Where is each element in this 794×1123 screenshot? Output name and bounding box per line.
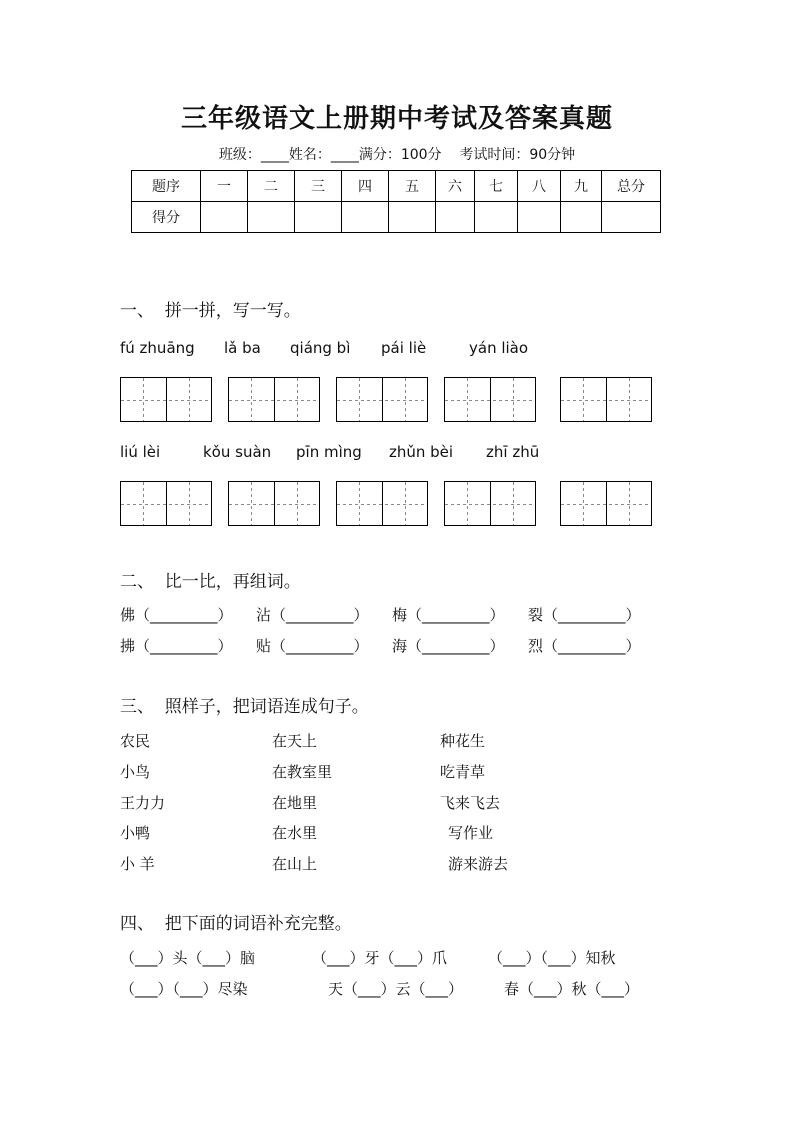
compare-item[interactable]: 佛（_________）	[120, 606, 233, 624]
header-cell: 总分	[602, 171, 661, 202]
subject-word[interactable]: 王力力	[120, 794, 166, 812]
subject-word[interactable]: 小鸟	[120, 763, 151, 781]
writing-grid[interactable]	[560, 481, 652, 526]
pinyin-label: kǒu suàn	[203, 443, 272, 461]
subject-word[interactable]: 小 羊	[120, 855, 155, 873]
idiom-item[interactable]: （___）头（___）脑	[120, 949, 256, 967]
subject-word[interactable]: 小鸭	[120, 824, 151, 842]
action-word[interactable]: 种花生	[440, 732, 486, 750]
header-cell: 四	[342, 171, 389, 202]
header-cell: 五	[389, 171, 436, 202]
compare-item[interactable]: 烈（_________）	[528, 637, 641, 655]
score-cell[interactable]	[518, 202, 561, 233]
pinyin-label: zhǔn bèi	[389, 443, 454, 461]
place-word[interactable]: 在地里	[272, 794, 318, 812]
action-word[interactable]: 游来游去	[448, 855, 509, 873]
compare-item[interactable]: 海（_________）	[392, 637, 505, 655]
score-cell[interactable]	[389, 202, 436, 233]
writing-grid[interactable]	[444, 481, 536, 526]
header-cell: 二	[248, 171, 295, 202]
place-word[interactable]: 在山上	[272, 855, 318, 873]
header-cell: 三	[295, 171, 342, 202]
score-cell[interactable]	[602, 202, 661, 233]
header-cell: 题序	[132, 171, 201, 202]
header-cell: 八	[518, 171, 561, 202]
action-word[interactable]: 写作业	[448, 824, 494, 842]
idiom-item[interactable]: （___）（___）尽染	[120, 980, 248, 998]
pinyin-label: liú lèi	[120, 443, 161, 461]
header-cell: 六	[436, 171, 475, 202]
exam-info: 班级：____姓名：____满分：100分 考试时间：90分钟	[218, 147, 576, 163]
score-table	[131, 170, 661, 233]
section3-title: 三、 照样子，把词语连成句子。	[120, 697, 369, 717]
pinyin-label: fú zhuāng	[120, 339, 195, 357]
pinyin-label: lǎ ba	[224, 339, 261, 357]
action-word[interactable]: 吃青草	[440, 763, 486, 781]
pinyin-label: yán liào	[469, 339, 529, 357]
score-cell[interactable]	[342, 202, 389, 233]
header-cell: 九	[561, 171, 602, 202]
idiom-item[interactable]: 春（___）秋（___）	[504, 980, 640, 998]
score-table-score-row	[132, 202, 661, 233]
score-cell[interactable]	[248, 202, 295, 233]
place-word[interactable]: 在水里	[272, 824, 318, 842]
compare-item[interactable]: 拂（_________）	[120, 637, 233, 655]
subject-word[interactable]: 农民	[120, 732, 151, 750]
header-cell: 七	[475, 171, 518, 202]
writing-grid[interactable]	[336, 377, 428, 422]
place-word[interactable]: 在教室里	[272, 763, 333, 781]
score-cell[interactable]	[295, 202, 342, 233]
section1-title: 一、 拼一拼，写一写。	[120, 301, 301, 321]
idiom-item[interactable]: （___）（___）知秋	[488, 949, 616, 967]
page-title: 三年级语文上册期中考试及答案真题	[180, 104, 613, 134]
compare-item[interactable]: 裂（_________）	[528, 606, 641, 624]
idiom-item[interactable]: （___）牙（___）爪	[312, 949, 448, 967]
score-cell[interactable]	[475, 202, 518, 233]
compare-item[interactable]: 梅（_________）	[392, 606, 505, 624]
writing-grid[interactable]	[336, 481, 428, 526]
pinyin-label: qiáng bì	[290, 339, 351, 357]
score-table-header-row	[132, 171, 661, 202]
header-cell: 一	[201, 171, 248, 202]
pinyin-label: pái liè	[381, 339, 427, 357]
action-word[interactable]: 飞来飞去	[440, 794, 501, 812]
writing-grid[interactable]	[228, 377, 320, 422]
idiom-item[interactable]: 天（___）云（___）	[328, 980, 464, 998]
pinyin-label: pīn mìng	[296, 443, 362, 461]
section4-title: 四、 把下面的词语补充完整。	[120, 914, 352, 934]
writing-grid[interactable]	[120, 481, 212, 526]
score-cell[interactable]	[201, 202, 248, 233]
writing-grid[interactable]	[560, 377, 652, 422]
score-cell[interactable]	[436, 202, 475, 233]
row-label: 得分	[132, 202, 201, 233]
writing-grid[interactable]	[228, 481, 320, 526]
writing-grid[interactable]	[120, 377, 212, 422]
writing-grid[interactable]	[444, 377, 536, 422]
compare-item[interactable]: 沾（_________）	[256, 606, 369, 624]
compare-item[interactable]: 贴（_________）	[256, 637, 369, 655]
place-word[interactable]: 在天上	[272, 732, 318, 750]
section2-title: 二、 比一比，再组词。	[120, 572, 301, 592]
score-cell[interactable]	[561, 202, 602, 233]
pinyin-label: zhī zhū	[486, 443, 540, 461]
